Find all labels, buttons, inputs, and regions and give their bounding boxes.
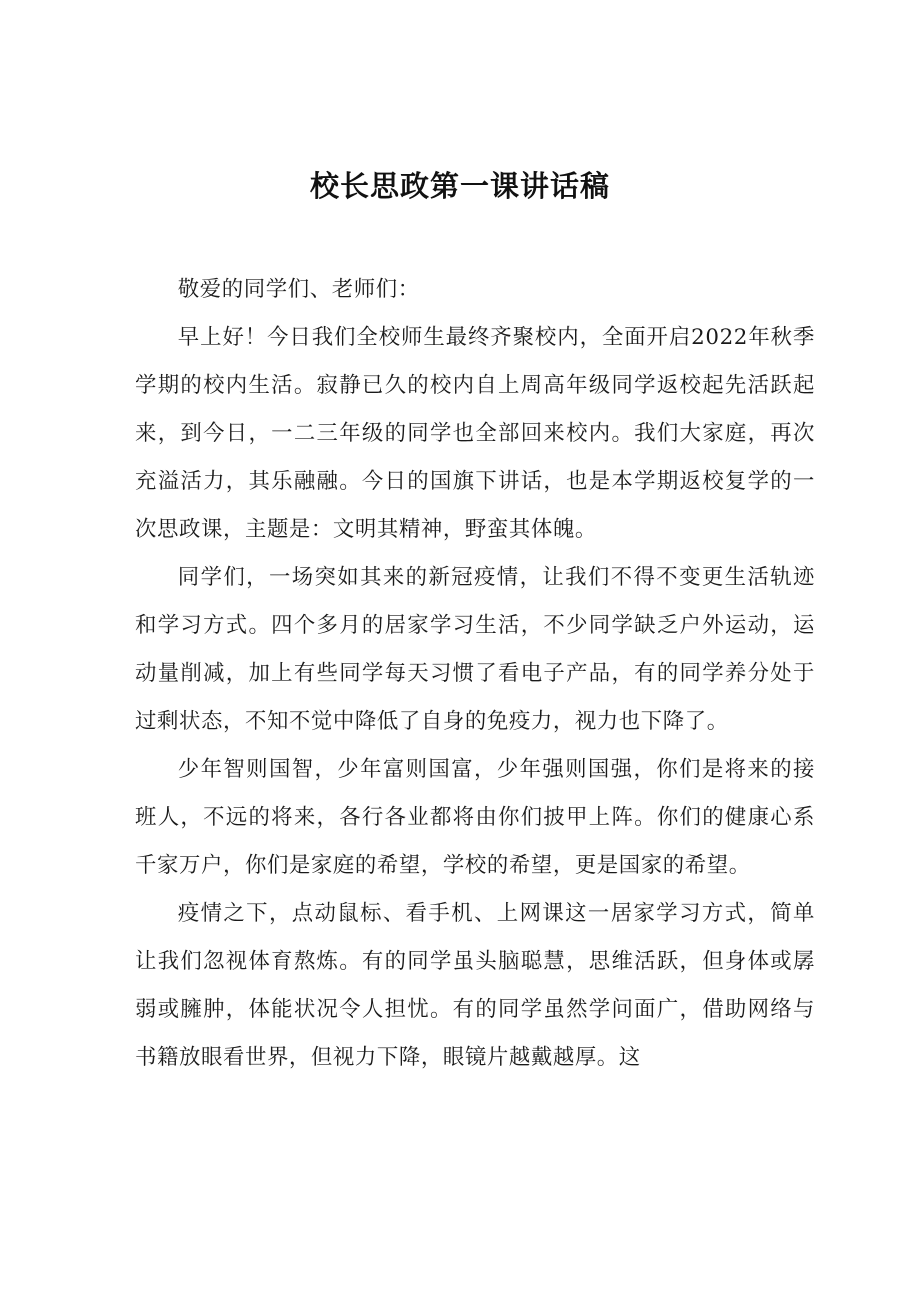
paragraph-2: 同学们，一场突如其来的新冠疫情，让我们不得不变更生活轨迹和学习方式。四个多月的居家学习生活，不少同学缺乏户外运动，运动量削减，加上有些同学每天习惯了看电子产品，有的同学养分处于过剩状态，不知不觉中降低了自身的免疫力，视力也下降了。 xyxy=(135,565,815,734)
document-title: 校长思政第一课讲话稿 xyxy=(309,169,610,203)
paragraph-4: 疫情之下，点动鼠标、看手机、上网课这一居家学习方式，简单让我们忽视体育熬炼。有的同学虽头脑聪慧，思维活跃，但身体或孱弱或臃肿，体能状况令人担忧。有的同学虽然学问面广，借助网络与书籍放眼看世界，但视力下降，眼镜片越戴越厚。这 xyxy=(135,901,815,1070)
paragraph-1: 早上好！今日我们全校师生最终齐聚校内，全面开启2022年秋季学期的校内生活。寂静已久的校内自上周高年级同学返校起先活跃起来，到今日，一二三年级的同学也全部回来校内。我们大家庭，再次充溢活力，其乐融融。今日的国旗下讲话，也是本学期返校复学的一次思政课，主题是：文明其精神，野蛮其体魄。 xyxy=(135,325,815,542)
document-body xyxy=(135,266,815,1082)
paragraph-3: 少年智则国智，少年富则国富，少年强则国强，你们是将来的接班人，不远的将来，各行各业都将由你们披甲上阵。你们的健康心系千家万户，你们是家庭的希望，学校的希望，更是国家的希望。 xyxy=(135,757,815,878)
greeting-line: 敬爱的同学们、老师们： xyxy=(177,277,420,302)
